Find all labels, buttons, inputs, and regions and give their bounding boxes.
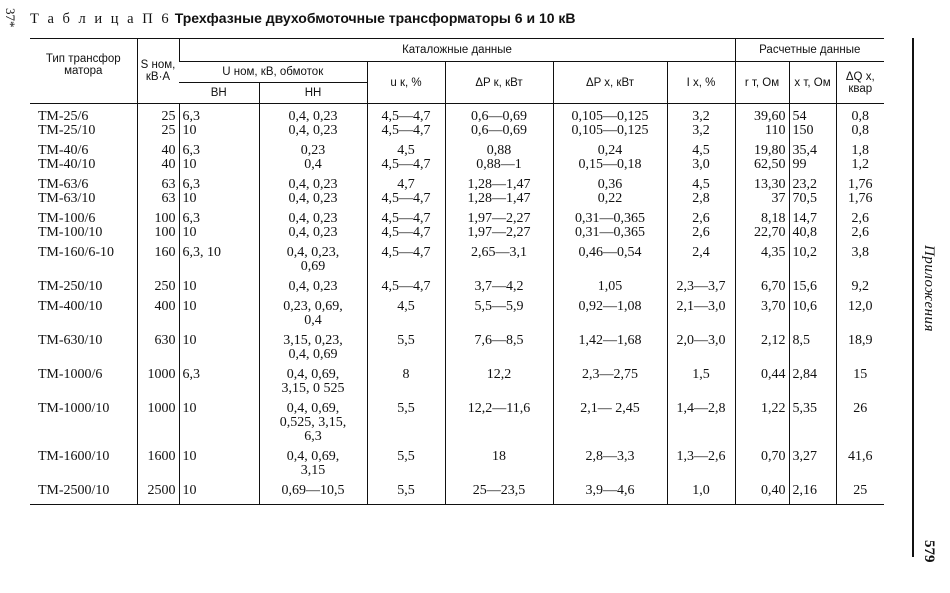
cell-uk: 4,5	[367, 300, 445, 328]
cell-xt: 10,6	[789, 300, 836, 328]
cell-rt: 13,30	[735, 178, 789, 192]
table-row	[30, 450, 884, 478]
cell-rt: 6,70	[735, 280, 789, 294]
cell-dqx: 3,8	[836, 246, 884, 274]
page-signature: 37*	[3, 8, 18, 28]
cell-nn: 0,4, 0,23, 0,69	[259, 246, 367, 274]
cell-dpx: 0,36	[553, 178, 667, 192]
cell-ix: 2,3—3,7	[667, 280, 735, 294]
cell-dqx: 9,2	[836, 280, 884, 294]
cell-dpx: 3,9—4,6	[553, 484, 667, 505]
cell-type: ТМ-40/6	[38, 143, 89, 158]
cell-uk: 4,5—4,7	[367, 226, 445, 240]
cell-snom: 630	[137, 334, 179, 362]
cell-dqx: 1,76	[836, 178, 884, 192]
cell-type: ТМ-25/10	[38, 123, 96, 138]
cell-ix: 2,8	[667, 192, 735, 206]
cell-uk: 5,5	[367, 484, 445, 505]
cell-xt: 70,5	[789, 192, 836, 206]
header-nn: НН	[259, 83, 367, 104]
cell-nn: 0,23, 0,69, 0,4	[259, 300, 367, 328]
header-catalog: Каталожные данные	[179, 39, 735, 62]
header-dpx: ΔP х, кВт	[553, 62, 667, 104]
cell-dpk: 12,2—11,6	[445, 402, 553, 444]
cell-snom: 1000	[137, 402, 179, 444]
cell-snom: 1600	[137, 450, 179, 478]
header-unom: U ном, кВ, обмоток	[179, 62, 367, 83]
table-row	[30, 300, 884, 328]
header-dqx: ΔQ х, квар	[836, 62, 884, 104]
cell-dqx: 25	[836, 484, 884, 505]
cell-xt: 8,5	[789, 334, 836, 362]
cell-uk: 8	[367, 368, 445, 396]
cell-rt: 110	[735, 124, 789, 138]
cell-type: ТМ-1000/10	[38, 401, 110, 416]
header-dpk: ΔP к, кВт	[445, 62, 553, 104]
cell-uk: 5,5	[367, 334, 445, 362]
cell-dpk: 25—23,5	[445, 484, 553, 505]
cell-dpx: 2,8—3,3	[553, 450, 667, 478]
table-row	[30, 192, 884, 206]
cell-uk: 4,5—4,7	[367, 124, 445, 138]
cell-xt: 150	[789, 124, 836, 138]
table-row	[30, 484, 884, 505]
cell-uk: 4,5—4,7	[367, 110, 445, 124]
cell-dpx: 0,105—0,125	[553, 124, 667, 138]
cell-dpk: 0,88—1	[445, 158, 553, 172]
cell-xt: 15,6	[789, 280, 836, 294]
cell-vn: 10	[179, 192, 259, 206]
cell-dpk: 5,5—5,9	[445, 300, 553, 328]
table-row	[30, 246, 884, 274]
cell-uk: 4,7	[367, 178, 445, 192]
cell-dqx: 1,2	[836, 158, 884, 172]
cell-snom: 63	[137, 192, 179, 206]
cell-nn: 3,15, 0,23, 0,4, 0,69	[259, 334, 367, 362]
header-calc: Расчетные данные	[735, 39, 884, 62]
cell-rt: 4,35	[735, 246, 789, 274]
cell-rt: 39,60	[735, 110, 789, 124]
table-row	[30, 178, 884, 192]
cell-type: ТМ-2500/10	[30, 484, 137, 505]
cell-rt: 62,50	[735, 158, 789, 172]
cell-type: ТМ-25/6	[38, 109, 89, 124]
cell-uk: 4,5	[367, 144, 445, 158]
cell-uk: 5,5	[367, 450, 445, 478]
header-uk: u к, %	[367, 62, 445, 104]
header-xt: x т, Ом	[789, 62, 836, 104]
cell-type: ТМ-40/10	[38, 157, 96, 172]
table-row	[30, 334, 884, 362]
cell-dpx: 0,31—0,365	[553, 226, 667, 240]
cell-vn: 6,3, 10	[179, 246, 259, 274]
cell-type: ТМ-100/10	[38, 225, 103, 240]
cell-xt: 14,7	[789, 212, 836, 226]
cell-type: ТМ-63/6	[38, 177, 89, 192]
cell-uk: 4,5—4,7	[367, 280, 445, 294]
transformer-table	[30, 38, 884, 505]
cell-ix: 1,0	[667, 484, 735, 505]
cell-dpx: 0,46—0,54	[553, 246, 667, 274]
cell-dpx: 1,05	[553, 280, 667, 294]
cell-rt: 2,12	[735, 334, 789, 362]
cell-dpx: 0,31—0,365	[553, 212, 667, 226]
cell-rt: 8,18	[735, 212, 789, 226]
cell-snom: 40	[137, 144, 179, 158]
cell-vn: 10	[179, 226, 259, 240]
cell-ix: 4,5	[667, 178, 735, 192]
cell-snom: 63	[137, 178, 179, 192]
cell-dpk: 7,6—8,5	[445, 334, 553, 362]
cell-dqx: 2,6	[836, 212, 884, 226]
cell-uk: 4,5—4,7	[367, 246, 445, 274]
cell-dpx: 2,3—2,75	[553, 368, 667, 396]
cell-xt: 99	[789, 158, 836, 172]
cell-rt: 0,44	[735, 368, 789, 396]
cell-dqx: 1,8	[836, 144, 884, 158]
cell-rt: 22,70	[735, 226, 789, 240]
cell-ix: 3,0	[667, 158, 735, 172]
cell-vn: 6,3	[179, 144, 259, 158]
cell-xt: 5,35	[789, 402, 836, 444]
cell-ix: 1,3—2,6	[667, 450, 735, 478]
cell-dpx: 2,1— 2,45	[553, 402, 667, 444]
cell-dqx: 12,0	[836, 300, 884, 328]
cell-dpk: 1,97—2,27	[445, 212, 553, 226]
cell-dpk: 2,65—3,1	[445, 246, 553, 274]
header-ix: I х, %	[667, 62, 735, 104]
cell-uk: 5,5	[367, 402, 445, 444]
cell-dpk: 3,7—4,2	[445, 280, 553, 294]
cell-type: ТМ-400/10	[38, 299, 103, 314]
section-title: Приложения	[921, 245, 937, 333]
cell-vn: 10	[179, 334, 259, 362]
cell-ix: 1,5	[667, 368, 735, 396]
header-rt: r т, Ом	[735, 62, 789, 104]
cell-uk: 4,5—4,7	[367, 158, 445, 172]
cell-dpk: 0,6—0,69	[445, 110, 553, 124]
cell-snom: 1000	[137, 368, 179, 396]
cell-type: ТМ-1000/6	[38, 367, 103, 382]
cell-ix: 3,2	[667, 124, 735, 138]
cell-snom: 25	[137, 110, 179, 124]
header-snom: S ном, кВ·А	[137, 39, 179, 104]
cell-dpx: 0,105—0,125	[553, 110, 667, 124]
margin-rule	[912, 38, 914, 557]
cell-type: ТМ-100/6	[38, 211, 96, 226]
cell-vn: 10	[179, 450, 259, 478]
cell-vn: 10	[179, 484, 259, 505]
cell-rt: 1,22	[735, 402, 789, 444]
cell-dqx: 18,9	[836, 334, 884, 362]
cell-xt: 54	[789, 110, 836, 124]
table-row	[30, 368, 884, 396]
cell-vn: 6,3	[179, 212, 259, 226]
cell-vn: 6,3	[179, 110, 259, 124]
cell-ix: 2,6	[667, 212, 735, 226]
table-label: Т а б л и ц а П 6	[30, 11, 172, 27]
cell-vn: 10	[179, 158, 259, 172]
cell-nn: 0,4, 0,23	[259, 212, 367, 226]
cell-nn: 0,4, 0,23	[259, 110, 367, 124]
cell-nn: 0,69—10,5	[259, 484, 367, 505]
cell-type: ТМ-63/10	[38, 191, 96, 206]
cell-dqx: 1,76	[836, 192, 884, 206]
cell-vn: 10	[179, 402, 259, 444]
cell-dqx: 0,8	[836, 124, 884, 138]
table-row	[30, 280, 884, 294]
cell-nn: 0,4, 0,23	[259, 178, 367, 192]
cell-ix: 2,4	[667, 246, 735, 274]
cell-type: ТМ-160/6-10	[38, 245, 115, 260]
table-caption: Трехфазные двухобмоточные трансформаторы 6 и 10 кВ	[174, 10, 576, 26]
cell-dpk: 1,28—1,47	[445, 192, 553, 206]
cell-nn: 0,4, 0,23	[259, 124, 367, 138]
cell-ix: 1,4—2,8	[667, 402, 735, 444]
cell-rt: 37	[735, 192, 789, 206]
cell-nn: 0,4, 0,23	[259, 226, 367, 240]
cell-rt: 0,70	[735, 450, 789, 478]
cell-type: ТМ-630/10	[38, 333, 103, 348]
cell-dpx: 0,24	[553, 144, 667, 158]
table-row	[30, 402, 884, 444]
table-body	[30, 104, 884, 505]
cell-xt: 35,4	[789, 144, 836, 158]
cell-dpk: 1,28—1,47	[445, 178, 553, 192]
cell-rt: 19,80	[735, 144, 789, 158]
cell-nn: 0,4, 0,69, 3,15	[259, 450, 367, 478]
cell-xt: 10,2	[789, 246, 836, 274]
cell-dpk: 0,88	[445, 144, 553, 158]
cell-dqx: 2,6	[836, 226, 884, 240]
cell-vn: 6,3	[179, 178, 259, 192]
cell-xt: 2,84	[789, 368, 836, 396]
cell-snom: 2500	[137, 484, 179, 505]
cell-ix: 2,0—3,0	[667, 334, 735, 362]
cell-type: ТМ-250/10	[38, 279, 103, 294]
cell-nn: 0,23	[259, 144, 367, 158]
header-type: Тип трансфор матора	[30, 39, 137, 104]
cell-dpx: 0,92—1,08	[553, 300, 667, 328]
cell-xt: 2,16	[789, 484, 836, 505]
cell-uk: 4,5—4,7	[367, 192, 445, 206]
cell-ix: 3,2	[667, 110, 735, 124]
cell-snom: 160	[137, 246, 179, 274]
cell-xt: 23,2	[789, 178, 836, 192]
cell-vn: 10	[179, 280, 259, 294]
cell-snom: 400	[137, 300, 179, 328]
cell-snom: 25	[137, 124, 179, 138]
cell-dpx: 0,15—0,18	[553, 158, 667, 172]
cell-ix: 2,1—3,0	[667, 300, 735, 328]
cell-dqx: 15	[836, 368, 884, 396]
cell-ix: 2,6	[667, 226, 735, 240]
cell-vn: 10	[179, 124, 259, 138]
cell-vn: 10	[179, 300, 259, 328]
table-row	[30, 144, 884, 158]
cell-nn: 0,4, 0,23	[259, 280, 367, 294]
cell-xt: 40,8	[789, 226, 836, 240]
cell-dpk: 1,97—2,27	[445, 226, 553, 240]
cell-rt: 0,40	[735, 484, 789, 505]
cell-nn: 0,4, 0,23	[259, 192, 367, 206]
cell-dqx: 26	[836, 402, 884, 444]
cell-dpk: 18	[445, 450, 553, 478]
cell-nn: 0,4, 0,69, 3,15, 0 525	[259, 368, 367, 396]
cell-snom: 40	[137, 158, 179, 172]
cell-snom: 100	[137, 226, 179, 240]
page-number: 579	[921, 540, 937, 563]
cell-rt: 3,70	[735, 300, 789, 328]
table-title	[30, 10, 576, 28]
cell-uk: 4,5—4,7	[367, 212, 445, 226]
cell-dpk: 0,6—0,69	[445, 124, 553, 138]
cell-snom: 250	[137, 280, 179, 294]
cell-dqx: 41,6	[836, 450, 884, 478]
table-row	[30, 158, 884, 172]
cell-dpx: 1,42—1,68	[553, 334, 667, 362]
cell-ix: 4,5	[667, 144, 735, 158]
table-row	[30, 124, 884, 138]
cell-nn: 0,4	[259, 158, 367, 172]
cell-xt: 3,27	[789, 450, 836, 478]
table-row	[30, 226, 884, 240]
cell-dpk: 12,2	[445, 368, 553, 396]
cell-snom: 100	[137, 212, 179, 226]
cell-type: ТМ-1600/10	[38, 449, 110, 464]
cell-nn: 0,4, 0,69, 0,525, 3,15, 6,3	[259, 402, 367, 444]
cell-vn: 6,3	[179, 368, 259, 396]
cell-dqx: 0,8	[836, 110, 884, 124]
header-vn: ВН	[179, 83, 259, 104]
table-row	[30, 110, 884, 124]
cell-dpx: 0,22	[553, 192, 667, 206]
table-row	[30, 212, 884, 226]
